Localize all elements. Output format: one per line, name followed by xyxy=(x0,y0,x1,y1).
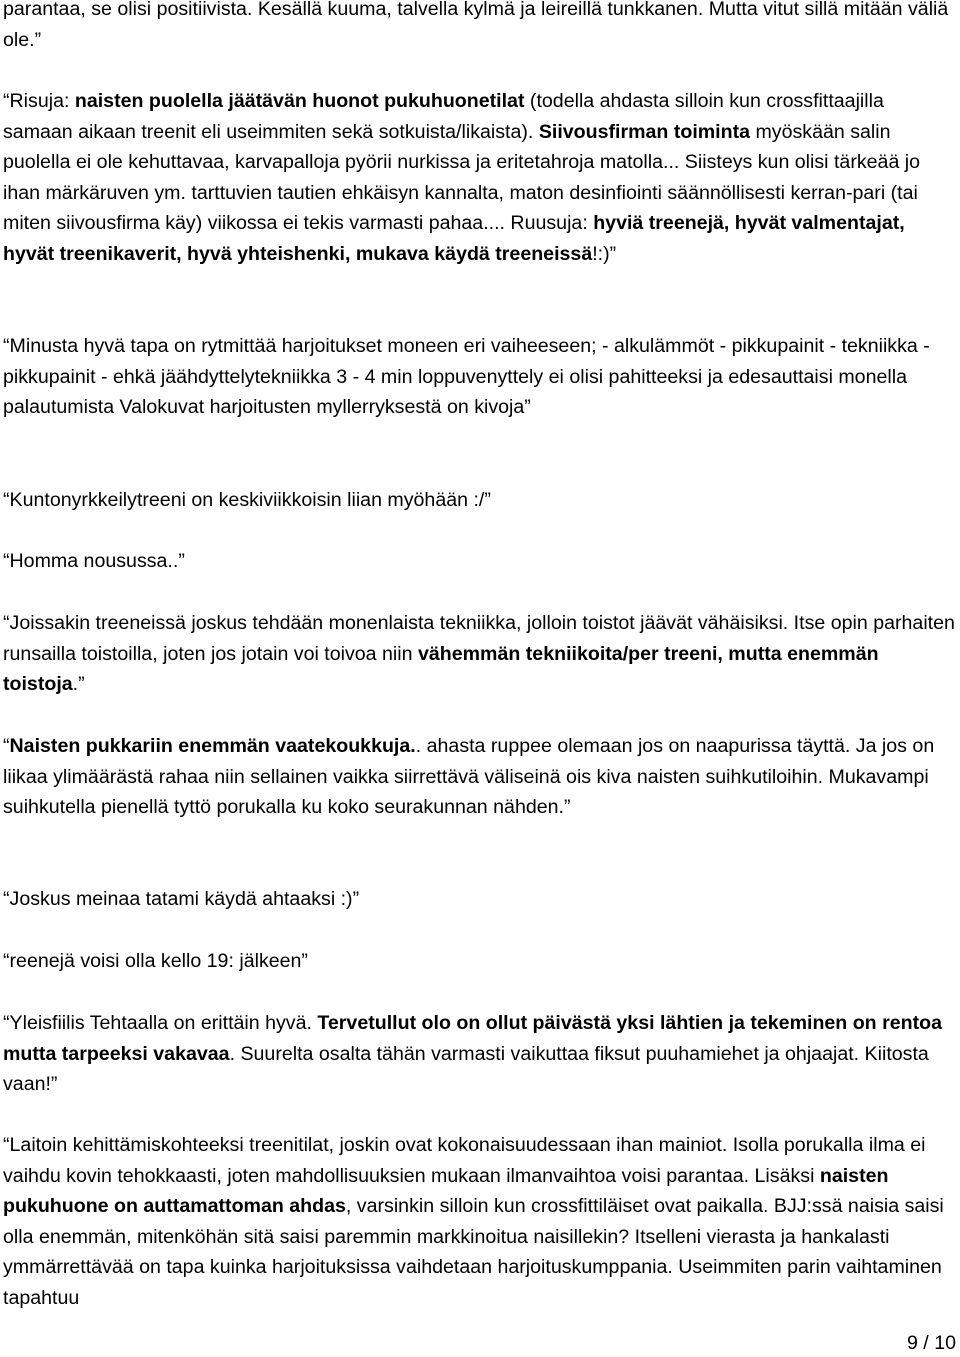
bold-text-run: vähemmän tekniikoita/per treeni, mutta enemmän toistoja xyxy=(3,642,879,696)
text-run: “reenejä voisi olla kello 19: jälkeen” xyxy=(3,950,308,972)
text-run: myöskään salin puolella ei ole kehuttavaa, karvapalloja pyörii nurkissa ja eritetahroja matolla... Siisteys kun olisi tärkeää jo ihan märkäruven ym. tarttuvien tautien ehkäisyn kannalta, maton desinfiointi säännöllisesti kerran-pari (tai miten siivousfirma käy) viikossa ei tekis varmasti pahaa.... Ruusuja: xyxy=(3,120,921,235)
page-number: 9 / 10 xyxy=(906,1332,956,1354)
paragraph-8 xyxy=(3,946,958,977)
paragraph-4 xyxy=(3,546,958,577)
bold-text-run: Tervetullut olo on ollut päivästä yksi lähtien ja tekeminen on rentoa mutta tarpeeksi vakavaa xyxy=(3,1012,942,1065)
text-run: “Minusta hyvä tapa on rytmittää harjoitukset moneen eri vaiheeseen; - alkulämmöt - pikkupainit - tekniikka - pikkupainit - ehkä jäähdyttelytekniikka 3 - 4 min loppuvenyttely ei olisi pahitteeksi ja edesauttaisi monella palautumista Valokuvat harjoitusten myllerryksestä on kivoja” xyxy=(3,335,930,419)
paragraph-9 xyxy=(3,1008,958,1100)
text-run: “Risuja: xyxy=(3,90,75,112)
paragraph-0 xyxy=(3,0,958,55)
text-run: (todella ahdasta silloin kun crossfittaajilla samaan aikaan treenit eli useimmiten sekä sotkuista/likaista). xyxy=(3,90,884,143)
bold-text-run: naisten puolella jäätävän huonot pukuhuonetilat xyxy=(74,90,525,112)
bold-text-run: hyviä treenejä, hyvät valmentajat, hyvät treenikaverit, hyvä yhteishenki, mukava käydä treeneissä xyxy=(3,212,905,265)
text-run: parantaa, se olisi positiivista. Kesällä kuuma, talvella kylmä ja leireillä tunkkanen. Mutta vitut sillä mitään väliä ole.” xyxy=(3,0,949,51)
text-run: “Laitoin kehittämiskohteeksi treenitilat, joskin ovat kokonaisuudessaan ihan mainiot. Isolla porukalla ilma ei vaihdu kovin tehokkaasti, joten mahdollisuuksien mukaan ilmanvaihtoa voisi parantaa. Lisäksi xyxy=(3,1134,926,1187)
paragraph-10 xyxy=(3,1130,958,1314)
paragraph-3 xyxy=(3,485,958,516)
text-run: . Suurelta osalta tähän varmasti vaikuttaa fiksut puuhamiehet ja ohjaajat. Kiitosta vaan!” xyxy=(3,1042,929,1096)
text-run: . ahasta ruppee olemaan jos on naapurissa täyttä. Ja jos on liikaa ylimäärästä rahaa niin sellainen vaikka siirrettävä väliseinä ois kiva naisten suihkutiloihin. Mukavampi suihkutella pienellä tyttö porukalla ku koko seurakunnan nähden.” xyxy=(3,735,935,819)
paragraph-7 xyxy=(3,884,958,915)
paragraph-6 xyxy=(3,731,958,823)
paragraph-5 xyxy=(3,608,958,700)
text-run: , varsinkin silloin kun crossfittiläiset ovat paikalla. BJJ:ssä naisia saisi olla enemmän, mitenköhän sitä saisi paremmin markkinoitua naisillekin? Itselleni vierasta ja hankalasti ymmärrettävää on tapa kuinka harjoituksissa vaihdetaan harjoituskumppania. Useimmiten parin vaihtaminen tapahtuu xyxy=(3,1195,944,1309)
paragraph-1 xyxy=(3,86,958,270)
text-run: “ xyxy=(3,735,10,757)
bold-text-run: Naisten pukkariin enemmän vaatekoukkuja. xyxy=(9,735,416,757)
bold-text-run: naisten pukuhuone on auttamattoman ahdas xyxy=(3,1164,889,1218)
text-run: .” xyxy=(72,673,85,696)
text-run: “Yleisfiilis Tehtaalla on erittäin hyvä. xyxy=(3,1012,318,1034)
text-run: “Kuntonyrkkeilytreeni on keskiviikkoisin liian myöhään :/” xyxy=(3,489,491,511)
text-run: “Joskus meinaa tatami käydä ahtaaksi :)” xyxy=(3,888,360,910)
text-run: “Homma nousussa..” xyxy=(3,550,185,572)
paragraph-2 xyxy=(3,331,958,423)
bold-text-run: Siivousfirman toiminta xyxy=(538,120,751,143)
text-run: “Joissakin treeneissä joskus tehdään monenlaista tekniikka, jolloin toistot jäävät vähäisiksi. Itse opin parhaiten runsailla toistoilla, joten jos jotain voi toivoa niin xyxy=(3,612,955,665)
text-run: !:)” xyxy=(592,242,617,265)
